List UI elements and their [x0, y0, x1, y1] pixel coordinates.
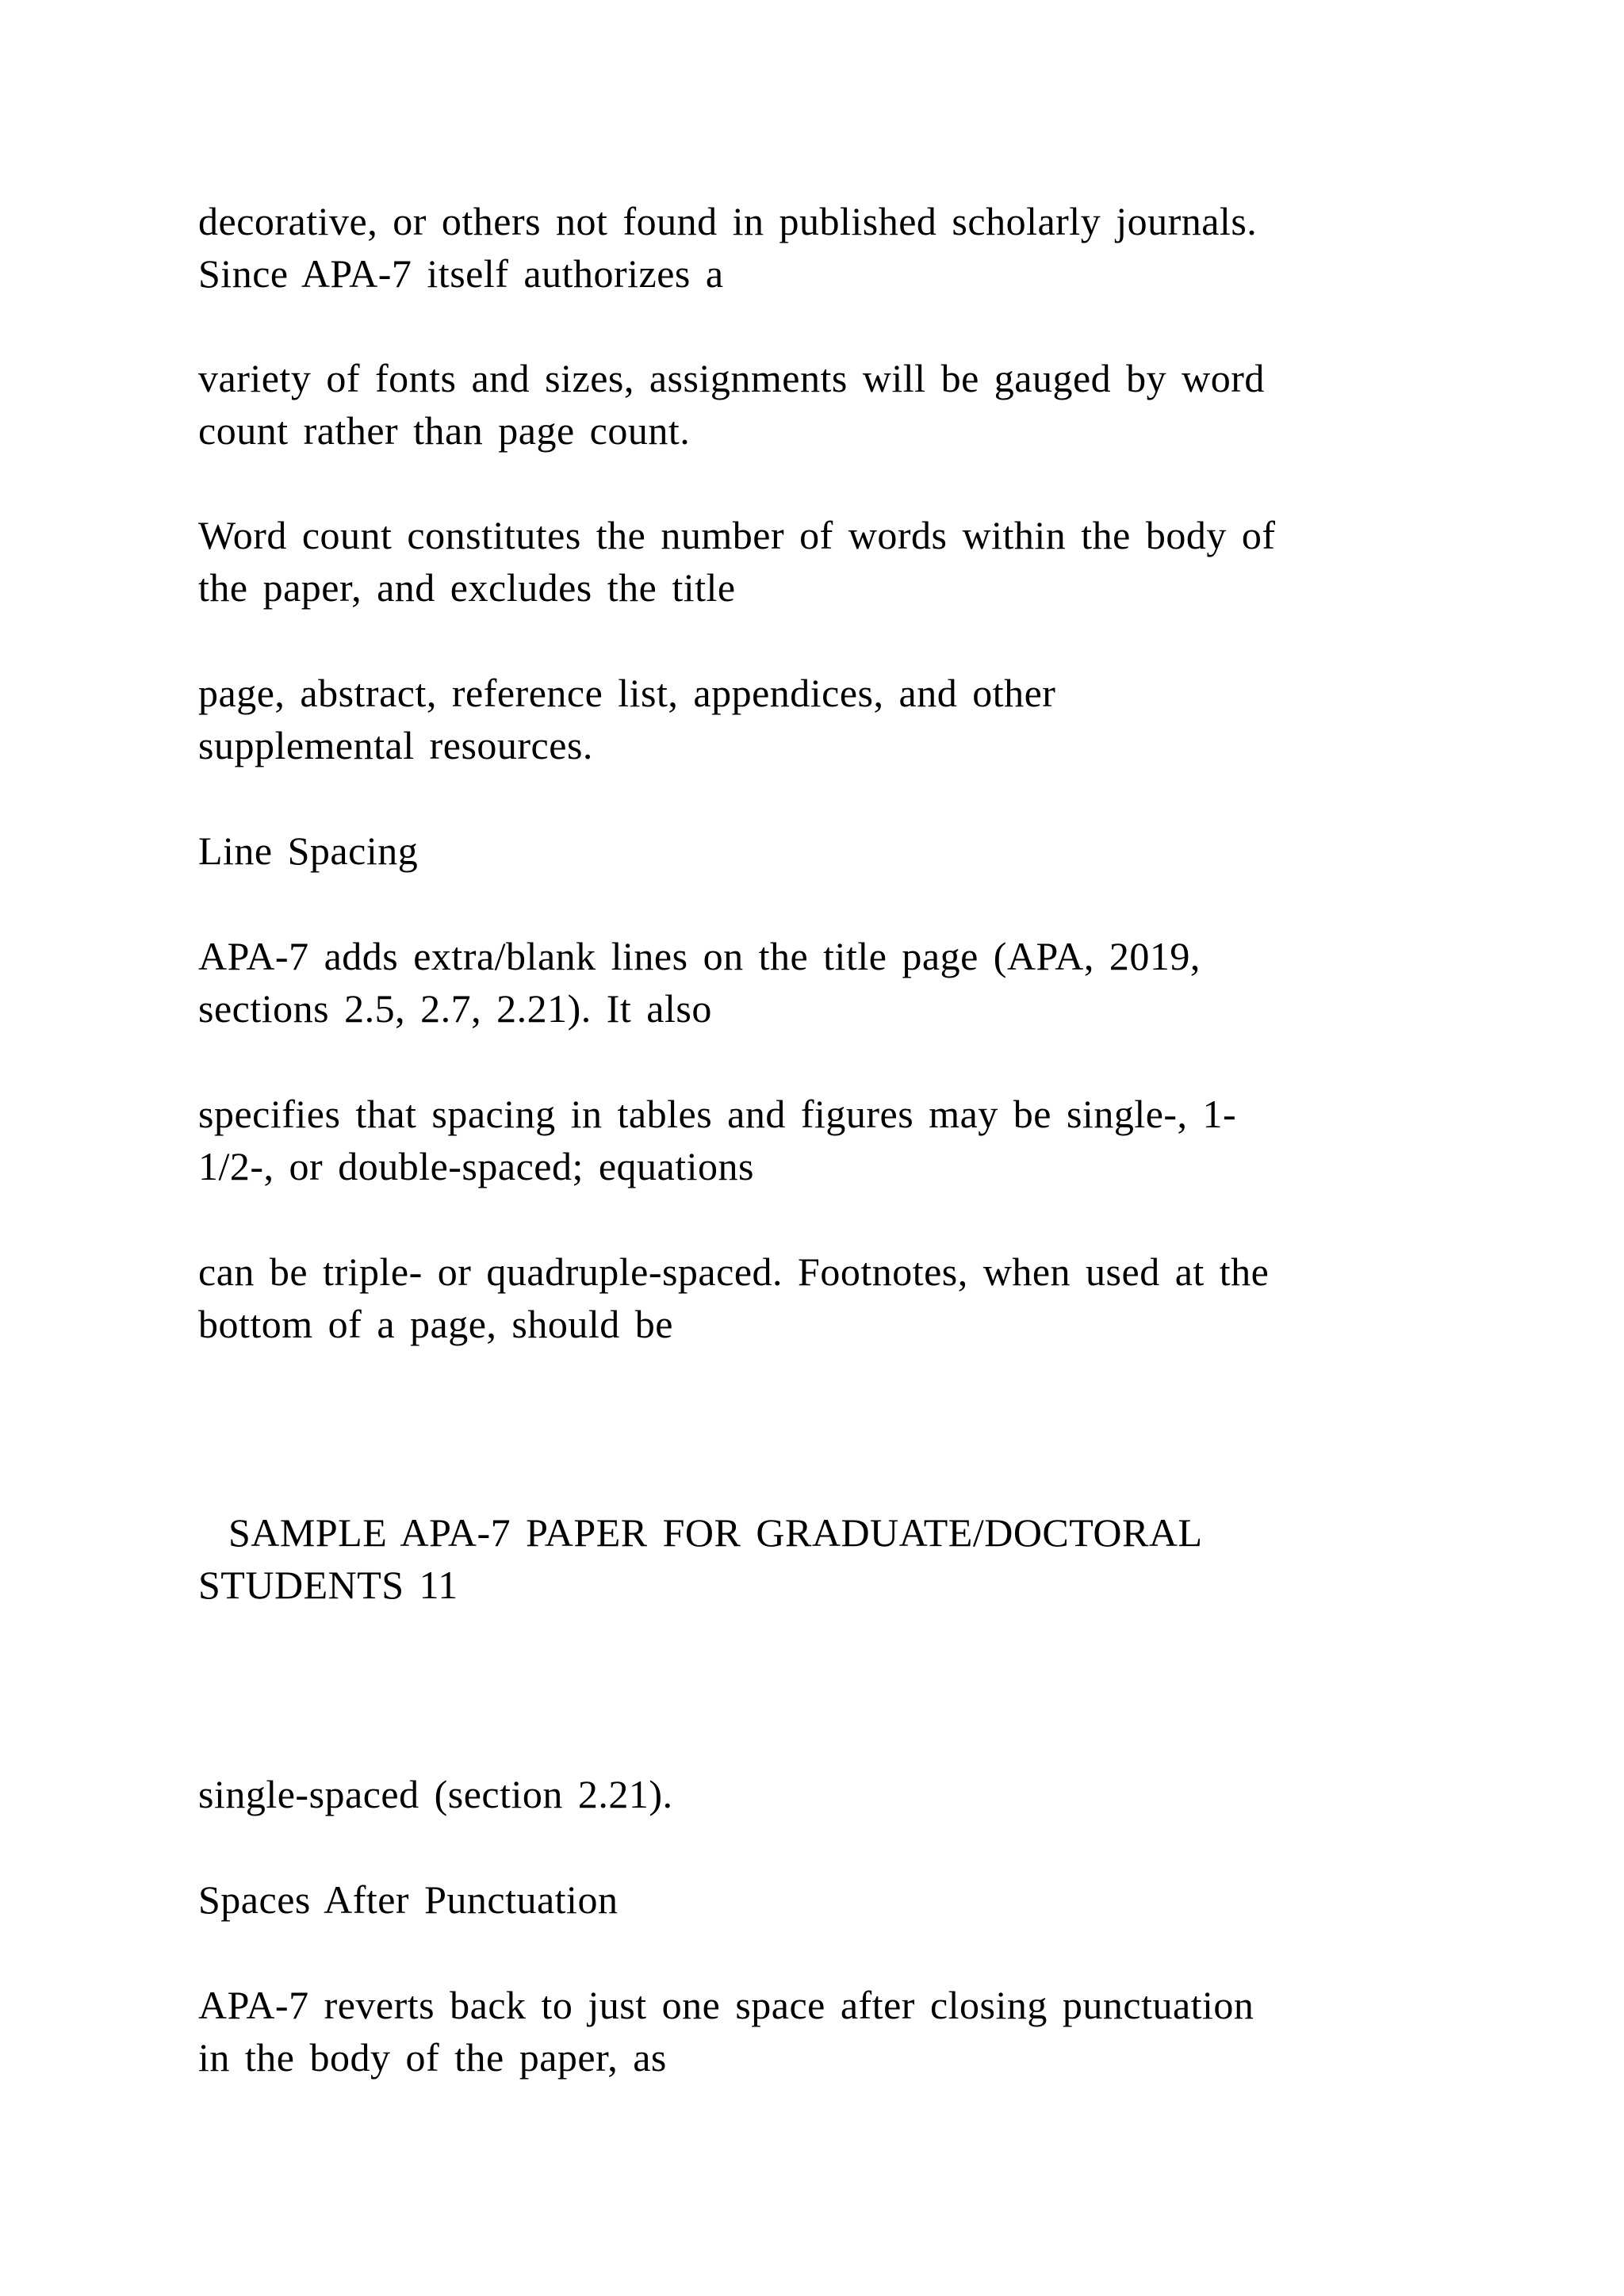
heading-spaces-after-punctuation [198, 1873, 1467, 1926]
paragraph-decorative [198, 195, 1467, 300]
text-line: variety of fonts and sizes, assignments will be gauged by word [198, 356, 1265, 400]
running-header-line: SAMPLE APA-7 PAPER FOR GRADUATE/DOCTORAL [198, 1510, 1203, 1555]
text-line: can be triple- or quadruple-spaced. Footnotes, when used at the [198, 1249, 1270, 1294]
section-heading: Spaces After Punctuation [198, 1877, 619, 1922]
text-line: page, abstract, reference list, appendices, and other [198, 671, 1056, 715]
paragraph-exclusions [198, 667, 1467, 771]
text-line: 1/2-, or double-spaced; equations [198, 1144, 754, 1188]
paragraph-one-space [198, 1979, 1467, 2084]
text-line: specifies that spacing in tables and figures may be single-, 1- [198, 1092, 1237, 1136]
text-line: count rather than page count. [198, 408, 691, 453]
text-line: decorative, or others not found in published scholarly journals. [198, 199, 1258, 243]
text-line: sections 2.5, 2.7, 2.21). It also [198, 986, 712, 1031]
paragraph-tables-figures-spacing [198, 1088, 1467, 1192]
paragraph-word-count [198, 509, 1467, 614]
heading-line-spacing [198, 825, 1467, 877]
paragraph-title-page-lines [198, 930, 1467, 1035]
running-header [198, 1506, 1467, 1611]
text-line: Word count constitutes the number of words within the body of [198, 513, 1276, 557]
text-line: Since APA-7 itself authorizes a [198, 251, 724, 296]
text-line: the paper, and excludes the title [198, 565, 736, 610]
text-line: APA-7 reverts back to just one space after closing punctuation [198, 1983, 1254, 2027]
paragraph-fonts-and-sizes [198, 352, 1467, 457]
text-line: bottom of a page, should be [198, 1302, 673, 1346]
text-line: supplemental resources. [198, 723, 593, 767]
section-heading: Line Spacing [198, 828, 419, 873]
text-line: single-spaced (section 2.21). [198, 1772, 673, 1816]
paragraph-single-spaced [198, 1768, 1467, 1820]
text-line: APA-7 adds extra/blank lines on the title page (APA, 2019, [198, 934, 1201, 978]
running-header-line: STUDENTS 11 [198, 1563, 458, 1607]
paragraph-equations-footnotes [198, 1246, 1467, 1350]
text-line: in the body of the paper, as [198, 2035, 667, 2080]
